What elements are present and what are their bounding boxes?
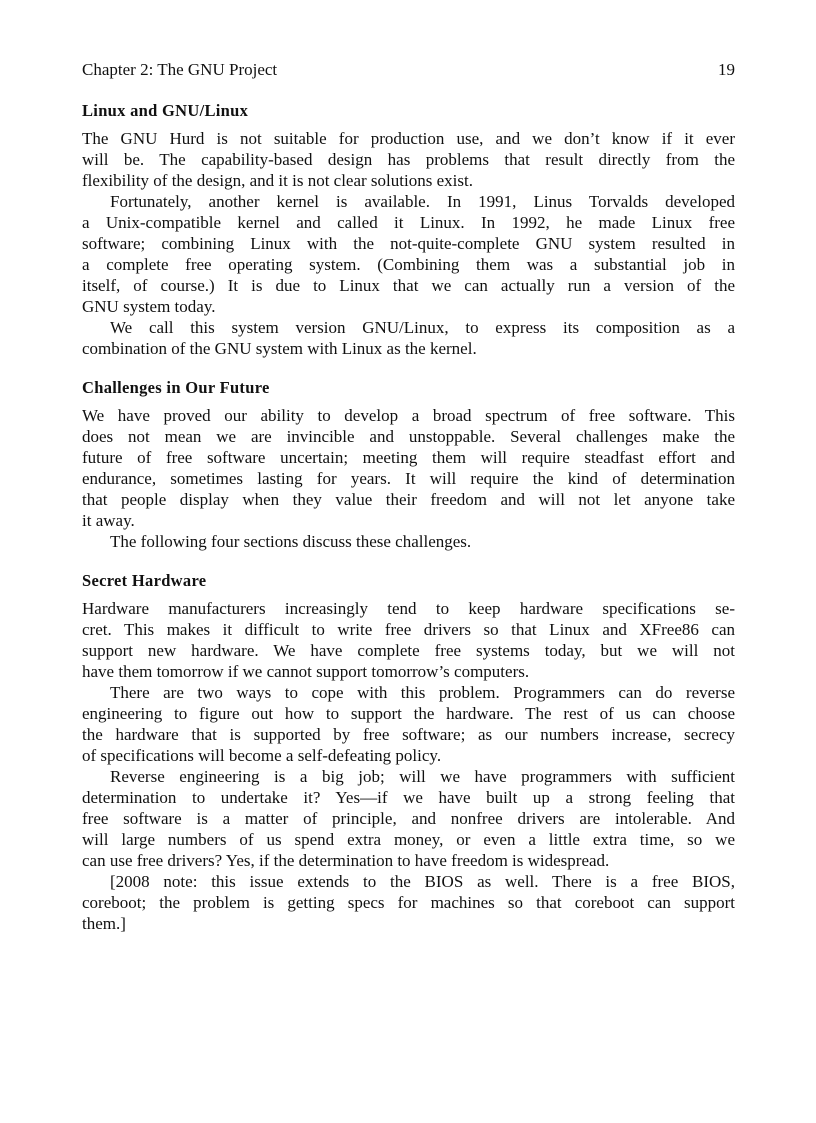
text-line: it away. [82,511,135,530]
text-line: them.] [82,914,126,933]
running-head [82,59,735,80]
paragraph [82,766,735,871]
text-line: [2008 note: this issue extends to the BIOS as well. There is a free BIOS, [110,872,735,891]
text-line: The following four sections discuss these challenges. [110,532,472,551]
paragraph [82,682,735,766]
text-line: can use free drivers? Yes, if the determination to have freedom is widespread. [82,851,610,870]
text-line: We have proved our ability to develop a broad spectrum of free software. This [82,406,735,425]
text-line: of specifications will become a self-defeating policy. [82,746,442,765]
paragraph [82,191,735,317]
text-line: itself, of course.) It is due to Linux that we can actually run a version of the [82,276,735,295]
text-line: We call this system version GNU/Linux, to express its composition as a [110,318,735,337]
text-line: Hardware manufacturers increasingly tend to keep hardware specifications se- [82,599,735,618]
text-line: combination of the GNU system with Linux as the kernel. [82,339,477,358]
text-line: future of free software uncertain; meeting them will require steadfast effort and [82,448,735,467]
text-line: determination to undertake it? Yes—if we have built up a strong feeling that [82,788,735,807]
text-line: flexibility of the design, and it is not clear solutions exist. [82,171,473,190]
text-line: does not mean we are invincible and unstoppable. Several challenges make the [82,427,735,446]
text-line: coreboot; the problem is getting specs for machines so that coreboot can support [82,893,735,912]
text-line: cret. This makes it difficult to write free drivers so that Linux and XFree86 can [82,620,735,639]
text-line: GNU system today. [82,297,216,316]
text-line: software; combining Linux with the not-quite-complete GNU system resulted in [82,234,735,253]
text-line: Fortunately, another kernel is available. In 1991, Linus Torvalds developed [110,192,735,211]
text-line: the hardware that is supported by free software; as our numbers increase, secrecy [82,725,735,744]
text-line: The GNU Hurd is not suitable for production use, and we don’t know if it ever [82,129,735,148]
paragraph [82,531,735,552]
paragraph [82,405,735,531]
paragraph [82,128,735,191]
text-line: support new hardware. We have complete free systems today, but we will not [82,641,735,660]
section-heading: Secret Hardware [82,571,207,590]
text-line: engineering to figure out how to support the hardware. The rest of us can choose [82,704,735,723]
section-heading: Linux and GNU/Linux [82,101,249,120]
page-body [82,100,735,934]
text-line: endurance, sometimes lasting for years. It will require the kind of determination [82,469,735,488]
text-line: will be. The capability-based design has problems that result directly from the [82,150,735,169]
paragraph [82,317,735,359]
text-line: free software is a matter of principle, and nonfree drivers are intolerable. And [82,809,735,828]
page-number: 19 [718,60,735,79]
text-line: a Unix-compatible kernel and called it Linux. In 1992, he made Linux free [82,213,735,232]
chapter-title: Chapter 2: The GNU Project [82,60,278,79]
text-line: a complete free operating system. (Combining them was a substantial job in [82,255,735,274]
section-heading: Challenges in Our Future [82,378,270,397]
text-line: that people display when they value their freedom and will not let anyone take [82,490,735,509]
text-line: There are two ways to cope with this problem. Programmers can do reverse [110,683,735,702]
text-line: Reverse engineering is a big job; will we have programmers with sufficient [110,767,735,786]
paragraph [82,598,735,682]
text-line: have them tomorrow if we cannot support tomorrow’s computers. [82,662,530,681]
text-line: will large numbers of us spend extra money, or even a little extra time, so we [82,830,735,849]
paragraph [82,871,735,934]
